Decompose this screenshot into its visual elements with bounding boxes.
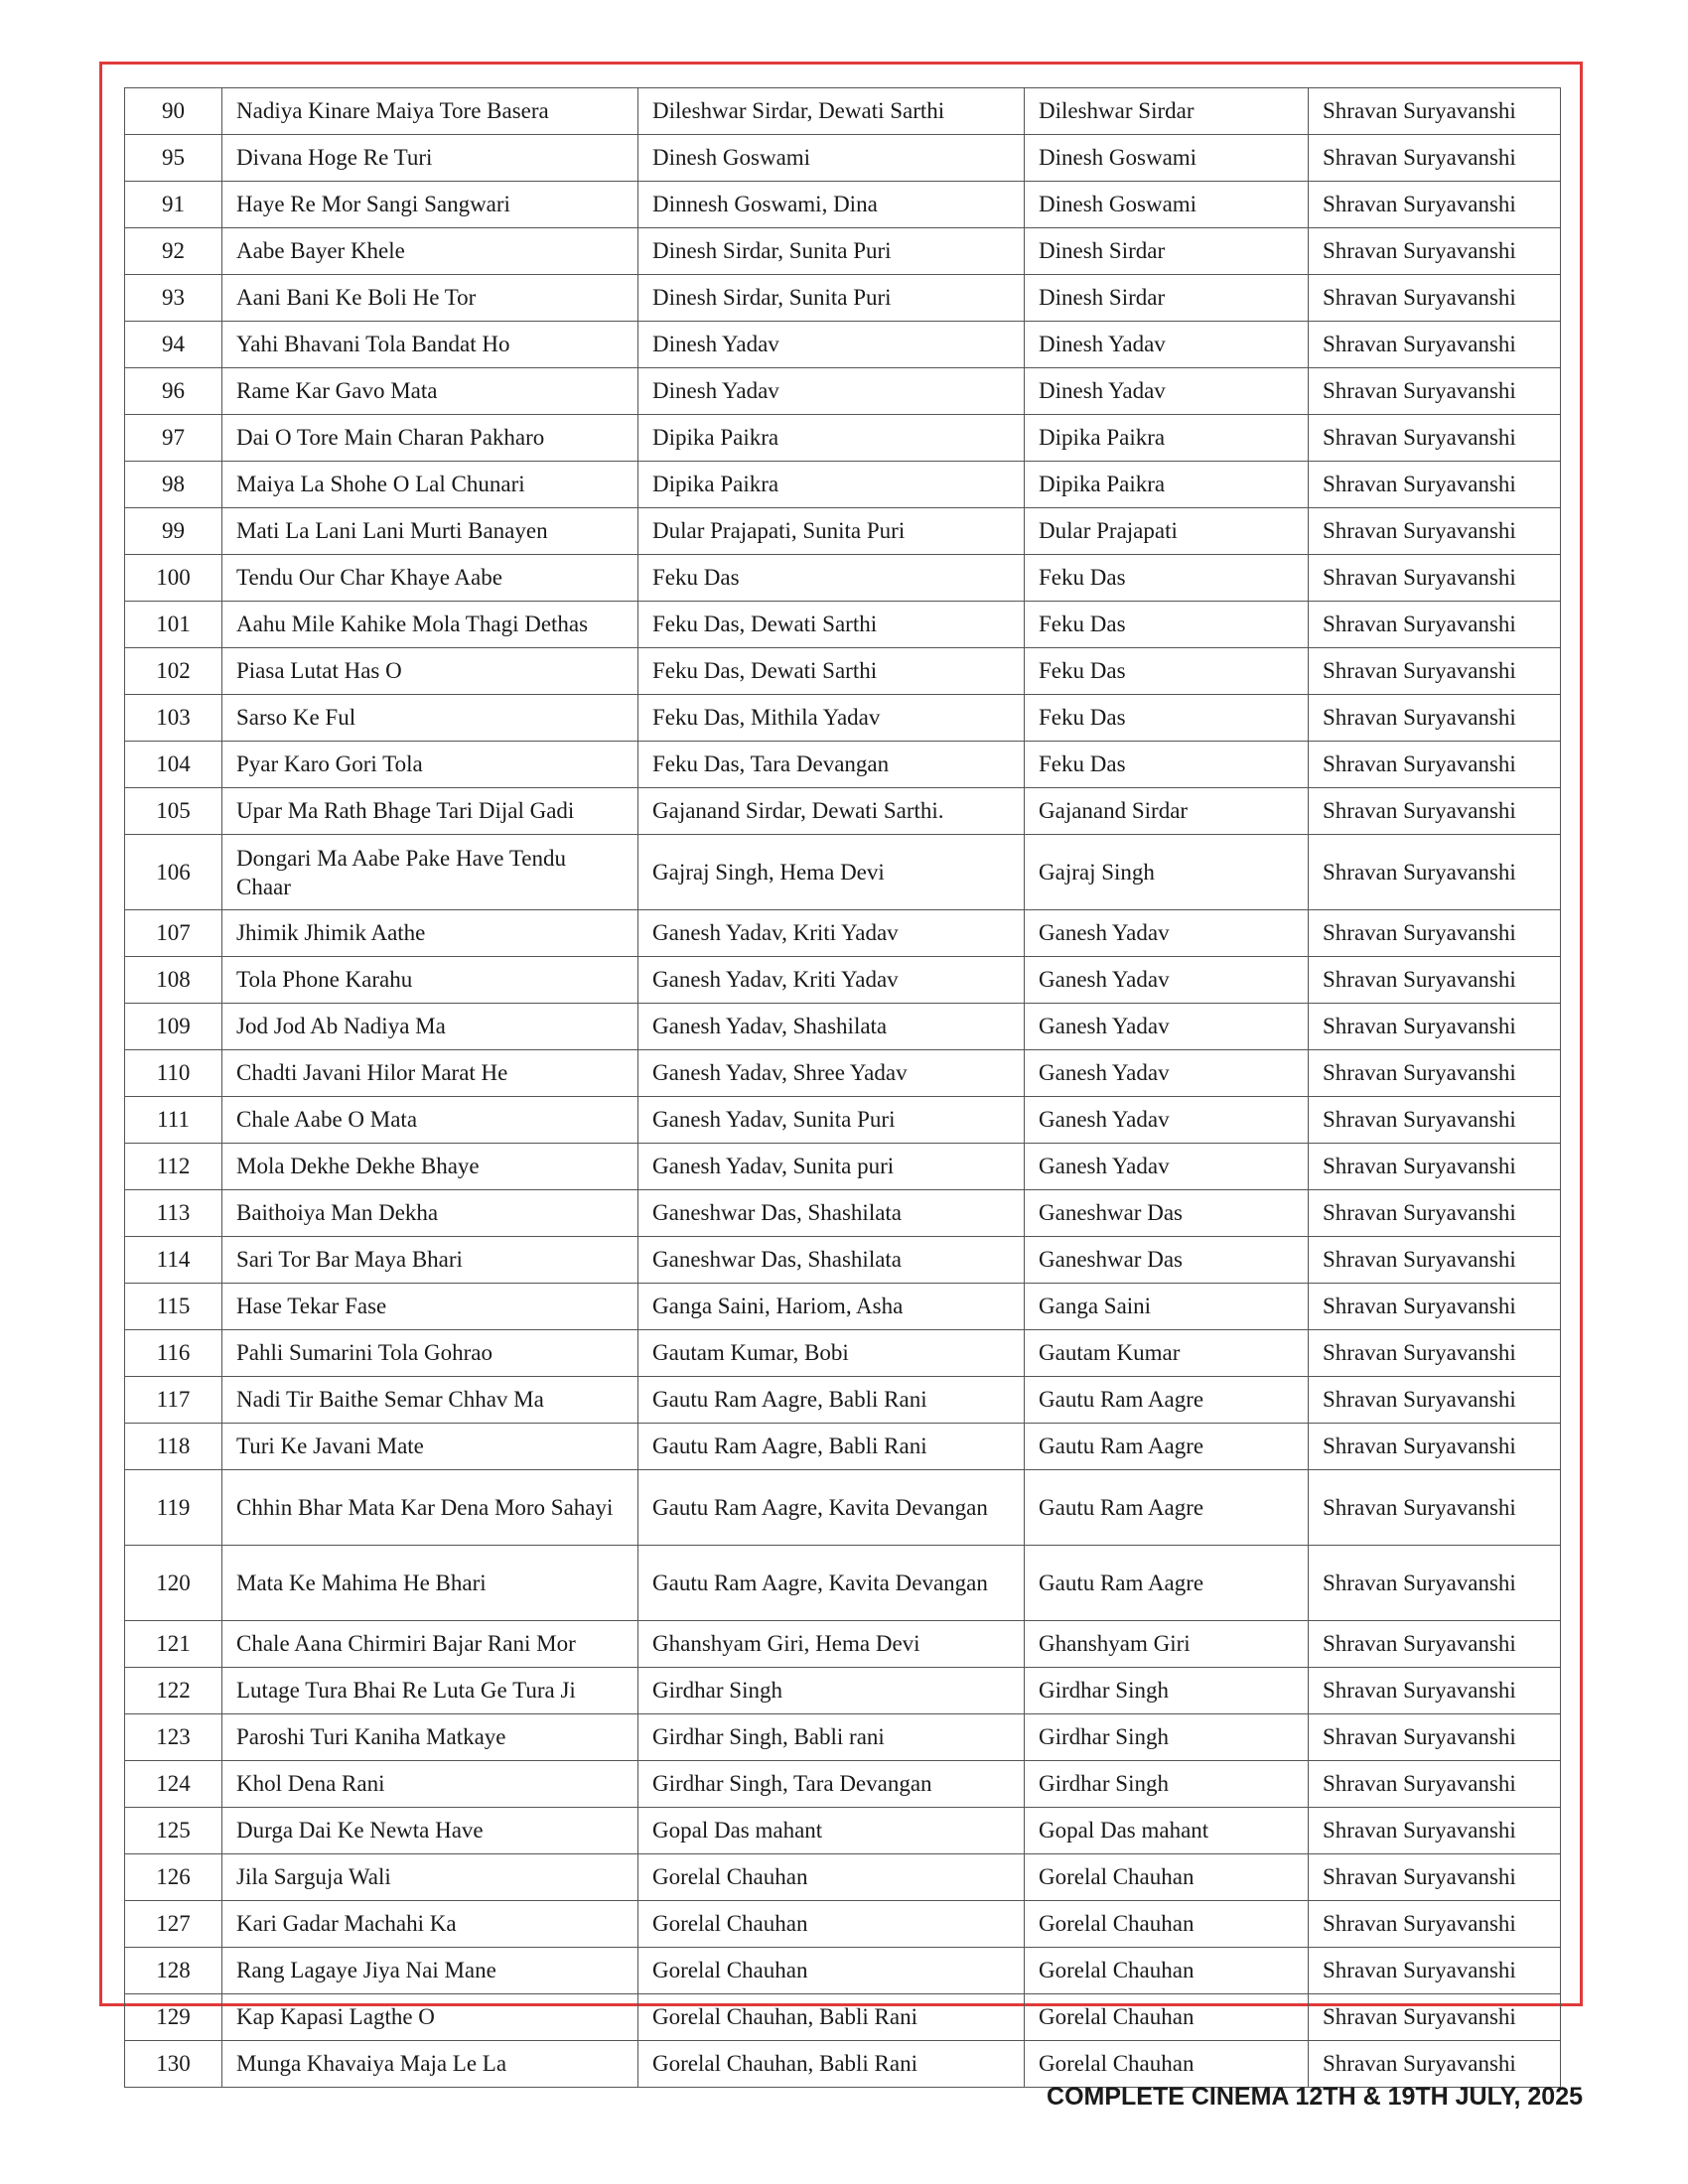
singers-cell: Dinesh Yadav: [638, 322, 1025, 368]
table-row: [125, 1237, 1561, 1284]
rights-owner-cell: Girdhar Singh: [1025, 1714, 1309, 1761]
table-row: [125, 1424, 1561, 1470]
rights-owner-cell: Gautu Ram Aagre: [1025, 1377, 1309, 1424]
rights-holder-cell: Shravan Suryavanshi: [1309, 788, 1561, 835]
serial-number-cell: 128: [125, 1948, 222, 1994]
serial-number-cell: 118: [125, 1424, 222, 1470]
rights-owner-cell: Dinesh Sirdar: [1025, 275, 1309, 322]
singers-cell: Dular Prajapati, Sunita Puri: [638, 508, 1025, 555]
rights-owner-cell: Ganesh Yadav: [1025, 1097, 1309, 1144]
table-row: [125, 788, 1561, 835]
table-row: [125, 1004, 1561, 1050]
table-row: [125, 228, 1561, 275]
serial-number-cell: 93: [125, 275, 222, 322]
rights-owner-cell: Dinesh Goswami: [1025, 182, 1309, 228]
rights-holder-cell: Shravan Suryavanshi: [1309, 1714, 1561, 1761]
rights-holder-cell: Shravan Suryavanshi: [1309, 602, 1561, 648]
singers-cell: Feku Das, Dewati Sarthi: [638, 648, 1025, 695]
serial-number-cell: 90: [125, 88, 222, 135]
singers-cell: Ganga Saini, Hariom, Asha: [638, 1284, 1025, 1330]
rights-owner-cell: Feku Das: [1025, 742, 1309, 788]
table-row: [125, 1668, 1561, 1714]
table-row: [125, 1190, 1561, 1237]
table-row: [125, 1097, 1561, 1144]
song-title-cell: Durga Dai Ke Newta Have: [222, 1808, 638, 1854]
table-row: [125, 1470, 1561, 1546]
singers-cell: Gopal Das mahant: [638, 1808, 1025, 1854]
rights-owner-cell: Ganesh Yadav: [1025, 910, 1309, 957]
rights-holder-cell: Shravan Suryavanshi: [1309, 1668, 1561, 1714]
song-title-cell: Maiya La Shohe O Lal Chunari: [222, 462, 638, 508]
rights-holder-cell: Shravan Suryavanshi: [1309, 1097, 1561, 1144]
serial-number-cell: 111: [125, 1097, 222, 1144]
table-row: [125, 1808, 1561, 1854]
song-title-cell: Jod Jod Ab Nadiya Ma: [222, 1004, 638, 1050]
serial-number-cell: 108: [125, 957, 222, 1004]
rights-holder-cell: Shravan Suryavanshi: [1309, 1470, 1561, 1546]
serial-number-cell: 126: [125, 1854, 222, 1901]
song-table: [124, 87, 1561, 2088]
serial-number-cell: 114: [125, 1237, 222, 1284]
rights-holder-cell: Shravan Suryavanshi: [1309, 275, 1561, 322]
singers-cell: Feku Das, Mithila Yadav: [638, 695, 1025, 742]
song-title-cell: Munga Khavaiya Maja Le La: [222, 2041, 638, 2088]
rights-owner-cell: Ganesh Yadav: [1025, 1144, 1309, 1190]
rights-owner-cell: Ganga Saini: [1025, 1284, 1309, 1330]
rights-holder-cell: Shravan Suryavanshi: [1309, 742, 1561, 788]
singers-cell: Gajraj Singh, Hema Devi: [638, 835, 1025, 910]
rights-holder-cell: Shravan Suryavanshi: [1309, 135, 1561, 182]
singers-cell: Dileshwar Sirdar, Dewati Sarthi: [638, 88, 1025, 135]
serial-number-cell: 125: [125, 1808, 222, 1854]
rights-owner-cell: Gorelal Chauhan: [1025, 1854, 1309, 1901]
singers-cell: Gorelal Chauhan, Babli Rani: [638, 2041, 1025, 2088]
rights-owner-cell: Ganesh Yadav: [1025, 1050, 1309, 1097]
singers-cell: Ganesh Yadav, Sunita Puri: [638, 1097, 1025, 1144]
singers-cell: Girdhar Singh, Babli rani: [638, 1714, 1025, 1761]
rights-owner-cell: Gorelal Chauhan: [1025, 1948, 1309, 1994]
song-title-cell: Chale Aana Chirmiri Bajar Rani Mor: [222, 1621, 638, 1668]
rights-owner-cell: Feku Das: [1025, 648, 1309, 695]
singers-cell: Feku Das: [638, 555, 1025, 602]
table-row: [125, 742, 1561, 788]
table-row: [125, 1050, 1561, 1097]
song-title-cell: Jila Sarguja Wali: [222, 1854, 638, 1901]
song-title-cell: Aani Bani Ke Boli He Tor: [222, 275, 638, 322]
singers-cell: Gautu Ram Aagre, Kavita Devangan: [638, 1546, 1025, 1621]
singers-cell: Gautu Ram Aagre, Babli Rani: [638, 1377, 1025, 1424]
rights-owner-cell: Gautu Ram Aagre: [1025, 1470, 1309, 1546]
serial-number-cell: 105: [125, 788, 222, 835]
rights-holder-cell: Shravan Suryavanshi: [1309, 910, 1561, 957]
table-row: [125, 1144, 1561, 1190]
singers-cell: Ganesh Yadav, Shashilata: [638, 1004, 1025, 1050]
table-row: [125, 88, 1561, 135]
singers-cell: Gautu Ram Aagre, Kavita Devangan: [638, 1470, 1025, 1546]
table-row: [125, 508, 1561, 555]
singers-cell: Ganeshwar Das, Shashilata: [638, 1237, 1025, 1284]
serial-number-cell: 101: [125, 602, 222, 648]
table-row: [125, 555, 1561, 602]
singers-cell: Dipika Paikra: [638, 462, 1025, 508]
song-title-cell: Baithoiya Man Dekha: [222, 1190, 638, 1237]
rights-holder-cell: Shravan Suryavanshi: [1309, 957, 1561, 1004]
rights-owner-cell: Ganesh Yadav: [1025, 957, 1309, 1004]
song-title-cell: Pahli Sumarini Tola Gohrao: [222, 1330, 638, 1377]
rights-owner-cell: Gajraj Singh: [1025, 835, 1309, 910]
rights-holder-cell: Shravan Suryavanshi: [1309, 695, 1561, 742]
song-title-cell: Piasa Lutat Has O: [222, 648, 638, 695]
serial-number-cell: 124: [125, 1761, 222, 1808]
table-row: [125, 910, 1561, 957]
song-title-cell: Chadti Javani Hilor Marat He: [222, 1050, 638, 1097]
table-row: [125, 1714, 1561, 1761]
serial-number-cell: 112: [125, 1144, 222, 1190]
singers-cell: Gautu Ram Aagre, Babli Rani: [638, 1424, 1025, 1470]
singers-cell: Dipika Paikra: [638, 415, 1025, 462]
song-title-cell: Sari Tor Bar Maya Bhari: [222, 1237, 638, 1284]
singers-cell: Ganesh Yadav, Shree Yadav: [638, 1050, 1025, 1097]
song-title-cell: Tendu Our Char Khaye Aabe: [222, 555, 638, 602]
table-row: [125, 648, 1561, 695]
rights-holder-cell: Shravan Suryavanshi: [1309, 1994, 1561, 2041]
rights-holder-cell: Shravan Suryavanshi: [1309, 835, 1561, 910]
table-row: [125, 835, 1561, 910]
rights-owner-cell: Gorelal Chauhan: [1025, 1994, 1309, 2041]
singers-cell: Dinnesh Goswami, Dina: [638, 182, 1025, 228]
song-title-cell: Dongari Ma Aabe Pake Have Tendu Chaar: [222, 835, 638, 910]
rights-holder-cell: Shravan Suryavanshi: [1309, 1144, 1561, 1190]
singers-cell: Gorelal Chauhan: [638, 1854, 1025, 1901]
song-title-cell: Chale Aabe O Mata: [222, 1097, 638, 1144]
song-title-cell: Nadiya Kinare Maiya Tore Basera: [222, 88, 638, 135]
table-row: [125, 957, 1561, 1004]
rights-holder-cell: Shravan Suryavanshi: [1309, 1808, 1561, 1854]
rights-owner-cell: Dipika Paikra: [1025, 415, 1309, 462]
song-title-cell: Divana Hoge Re Turi: [222, 135, 638, 182]
rights-owner-cell: Ganesh Yadav: [1025, 1004, 1309, 1050]
rights-holder-cell: Shravan Suryavanshi: [1309, 648, 1561, 695]
rights-owner-cell: Ganeshwar Das: [1025, 1237, 1309, 1284]
serial-number-cell: 107: [125, 910, 222, 957]
song-title-cell: Mata Ke Mahima He Bhari: [222, 1546, 638, 1621]
song-title-cell: Yahi Bhavani Tola Bandat Ho: [222, 322, 638, 368]
singers-cell: Feku Das, Dewati Sarthi: [638, 602, 1025, 648]
rights-holder-cell: Shravan Suryavanshi: [1309, 1237, 1561, 1284]
table-row: [125, 275, 1561, 322]
rights-owner-cell: Gautu Ram Aagre: [1025, 1546, 1309, 1621]
serial-number-cell: 102: [125, 648, 222, 695]
serial-number-cell: 129: [125, 1994, 222, 2041]
rights-owner-cell: Dinesh Sirdar: [1025, 228, 1309, 275]
table-row: [125, 1284, 1561, 1330]
table-row: [125, 602, 1561, 648]
song-title-cell: Tola Phone Karahu: [222, 957, 638, 1004]
singers-cell: Ganesh Yadav, Sunita puri: [638, 1144, 1025, 1190]
singers-cell: Ghanshyam Giri, Hema Devi: [638, 1621, 1025, 1668]
song-title-cell: Chhin Bhar Mata Kar Dena Moro Sahayi: [222, 1470, 638, 1546]
singers-cell: Girdhar Singh, Tara Devangan: [638, 1761, 1025, 1808]
serial-number-cell: 119: [125, 1470, 222, 1546]
singers-cell: Gorelal Chauhan: [638, 1901, 1025, 1948]
serial-number-cell: 109: [125, 1004, 222, 1050]
rights-owner-cell: Gajanand Sirdar: [1025, 788, 1309, 835]
rights-holder-cell: Shravan Suryavanshi: [1309, 1424, 1561, 1470]
rights-owner-cell: Feku Das: [1025, 555, 1309, 602]
song-title-cell: Nadi Tir Baithe Semar Chhav Ma: [222, 1377, 638, 1424]
serial-number-cell: 94: [125, 322, 222, 368]
song-title-cell: Mola Dekhe Dekhe Bhaye: [222, 1144, 638, 1190]
table-row: [125, 415, 1561, 462]
table-row: [125, 695, 1561, 742]
serial-number-cell: 96: [125, 368, 222, 415]
table-row: [125, 368, 1561, 415]
song-title-cell: Turi Ke Javani Mate: [222, 1424, 638, 1470]
song-title-cell: Aahu Mile Kahike Mola Thagi Dethas: [222, 602, 638, 648]
table-row: [125, 2041, 1561, 2088]
rights-holder-cell: Shravan Suryavanshi: [1309, 1621, 1561, 1668]
rights-holder-cell: Shravan Suryavanshi: [1309, 1546, 1561, 1621]
rights-owner-cell: Gautu Ram Aagre: [1025, 1424, 1309, 1470]
serial-number-cell: 92: [125, 228, 222, 275]
rights-owner-cell: Ghanshyam Giri: [1025, 1621, 1309, 1668]
rights-holder-cell: Shravan Suryavanshi: [1309, 2041, 1561, 2088]
song-title-cell: Kap Kapasi Lagthe O: [222, 1994, 638, 2041]
song-title-cell: Hase Tekar Fase: [222, 1284, 638, 1330]
serial-number-cell: 99: [125, 508, 222, 555]
singers-cell: Dinesh Sirdar, Sunita Puri: [638, 228, 1025, 275]
singers-cell: Dinesh Sirdar, Sunita Puri: [638, 275, 1025, 322]
song-title-cell: Kari Gadar Machahi Ka: [222, 1901, 638, 1948]
rights-holder-cell: Shravan Suryavanshi: [1309, 1284, 1561, 1330]
rights-holder-cell: Shravan Suryavanshi: [1309, 1330, 1561, 1377]
table-row: [125, 1621, 1561, 1668]
serial-number-cell: 97: [125, 415, 222, 462]
song-title-cell: Dai O Tore Main Charan Pakharo: [222, 415, 638, 462]
table-row: [125, 1761, 1561, 1808]
rights-holder-cell: Shravan Suryavanshi: [1309, 1190, 1561, 1237]
rights-owner-cell: Gorelal Chauhan: [1025, 2041, 1309, 2088]
rights-holder-cell: Shravan Suryavanshi: [1309, 1901, 1561, 1948]
serial-number-cell: 121: [125, 1621, 222, 1668]
rights-holder-cell: Shravan Suryavanshi: [1309, 555, 1561, 602]
rights-owner-cell: Gautam Kumar: [1025, 1330, 1309, 1377]
rights-owner-cell: Girdhar Singh: [1025, 1761, 1309, 1808]
song-title-cell: Pyar Karo Gori Tola: [222, 742, 638, 788]
footer-publication: COMPLETE CINEMA 12TH & 19TH JULY, 2025: [1047, 2083, 1583, 2111]
serial-number-cell: 117: [125, 1377, 222, 1424]
table-row: [125, 462, 1561, 508]
rights-holder-cell: Shravan Suryavanshi: [1309, 1377, 1561, 1424]
song-title-cell: Lutage Tura Bhai Re Luta Ge Tura Ji: [222, 1668, 638, 1714]
song-title-cell: Rame Kar Gavo Mata: [222, 368, 638, 415]
table-row: [125, 1330, 1561, 1377]
rights-holder-cell: Shravan Suryavanshi: [1309, 1050, 1561, 1097]
rights-owner-cell: Dileshwar Sirdar: [1025, 88, 1309, 135]
serial-number-cell: 116: [125, 1330, 222, 1377]
table-row: [125, 1994, 1561, 2041]
serial-number-cell: 95: [125, 135, 222, 182]
rights-owner-cell: Dinesh Yadav: [1025, 322, 1309, 368]
rights-owner-cell: Girdhar Singh: [1025, 1668, 1309, 1714]
rights-owner-cell: Dinesh Yadav: [1025, 368, 1309, 415]
rights-holder-cell: Shravan Suryavanshi: [1309, 1761, 1561, 1808]
table-row: [125, 1377, 1561, 1424]
serial-number-cell: 110: [125, 1050, 222, 1097]
song-title-cell: Paroshi Turi Kaniha Matkaye: [222, 1714, 638, 1761]
singers-cell: Girdhar Singh: [638, 1668, 1025, 1714]
singers-cell: Dinesh Yadav: [638, 368, 1025, 415]
table-row: [125, 182, 1561, 228]
serial-number-cell: 104: [125, 742, 222, 788]
rights-owner-cell: Gopal Das mahant: [1025, 1808, 1309, 1854]
rights-owner-cell: Dinesh Goswami: [1025, 135, 1309, 182]
rights-holder-cell: Shravan Suryavanshi: [1309, 1004, 1561, 1050]
rights-owner-cell: Ganeshwar Das: [1025, 1190, 1309, 1237]
singers-cell: Feku Das, Tara Devangan: [638, 742, 1025, 788]
singers-cell: Ganeshwar Das, Shashilata: [638, 1190, 1025, 1237]
table-row: [125, 1854, 1561, 1901]
song-title-cell: Sarso Ke Ful: [222, 695, 638, 742]
rights-holder-cell: Shravan Suryavanshi: [1309, 88, 1561, 135]
table-row: [125, 135, 1561, 182]
rights-owner-cell: Gorelal Chauhan: [1025, 1901, 1309, 1948]
rights-owner-cell: Dular Prajapati: [1025, 508, 1309, 555]
serial-number-cell: 91: [125, 182, 222, 228]
table-row: [125, 322, 1561, 368]
song-title-cell: Upar Ma Rath Bhage Tari Dijal Gadi: [222, 788, 638, 835]
serial-number-cell: 130: [125, 2041, 222, 2088]
rights-holder-cell: Shravan Suryavanshi: [1309, 368, 1561, 415]
serial-number-cell: 103: [125, 695, 222, 742]
song-title-cell: Haye Re Mor Sangi Sangwari: [222, 182, 638, 228]
song-title-cell: Khol Dena Rani: [222, 1761, 638, 1808]
rights-owner-cell: Feku Das: [1025, 695, 1309, 742]
singers-cell: Ganesh Yadav, Kriti Yadav: [638, 910, 1025, 957]
singers-cell: Dinesh Goswami: [638, 135, 1025, 182]
serial-number-cell: 115: [125, 1284, 222, 1330]
singers-cell: Ganesh Yadav, Kriti Yadav: [638, 957, 1025, 1004]
table-row: [125, 1546, 1561, 1621]
serial-number-cell: 127: [125, 1901, 222, 1948]
rights-holder-cell: Shravan Suryavanshi: [1309, 182, 1561, 228]
song-title-cell: Jhimik Jhimik Aathe: [222, 910, 638, 957]
song-table-body: [125, 88, 1561, 2088]
singers-cell: Gautam Kumar, Bobi: [638, 1330, 1025, 1377]
serial-number-cell: 113: [125, 1190, 222, 1237]
table-row: [125, 1948, 1561, 1994]
song-title-cell: Mati La Lani Lani Murti Banayen: [222, 508, 638, 555]
serial-number-cell: 122: [125, 1668, 222, 1714]
rights-holder-cell: Shravan Suryavanshi: [1309, 322, 1561, 368]
singers-cell: Gorelal Chauhan: [638, 1948, 1025, 1994]
song-title-cell: Rang Lagaye Jiya Nai Mane: [222, 1948, 638, 1994]
singers-cell: Gorelal Chauhan, Babli Rani: [638, 1994, 1025, 2041]
serial-number-cell: 98: [125, 462, 222, 508]
table-row: [125, 1901, 1561, 1948]
serial-number-cell: 100: [125, 555, 222, 602]
serial-number-cell: 123: [125, 1714, 222, 1761]
rights-holder-cell: Shravan Suryavanshi: [1309, 1948, 1561, 1994]
rights-holder-cell: Shravan Suryavanshi: [1309, 228, 1561, 275]
song-title-cell: Aabe Bayer Khele: [222, 228, 638, 275]
rights-owner-cell: Feku Das: [1025, 602, 1309, 648]
rights-holder-cell: Shravan Suryavanshi: [1309, 415, 1561, 462]
rights-holder-cell: Shravan Suryavanshi: [1309, 508, 1561, 555]
rights-holder-cell: Shravan Suryavanshi: [1309, 462, 1561, 508]
singers-cell: Gajanand Sirdar, Dewati Sarthi.: [638, 788, 1025, 835]
rights-owner-cell: Dipika Paikra: [1025, 462, 1309, 508]
serial-number-cell: 120: [125, 1546, 222, 1621]
serial-number-cell: 106: [125, 835, 222, 910]
rights-holder-cell: Shravan Suryavanshi: [1309, 1854, 1561, 1901]
